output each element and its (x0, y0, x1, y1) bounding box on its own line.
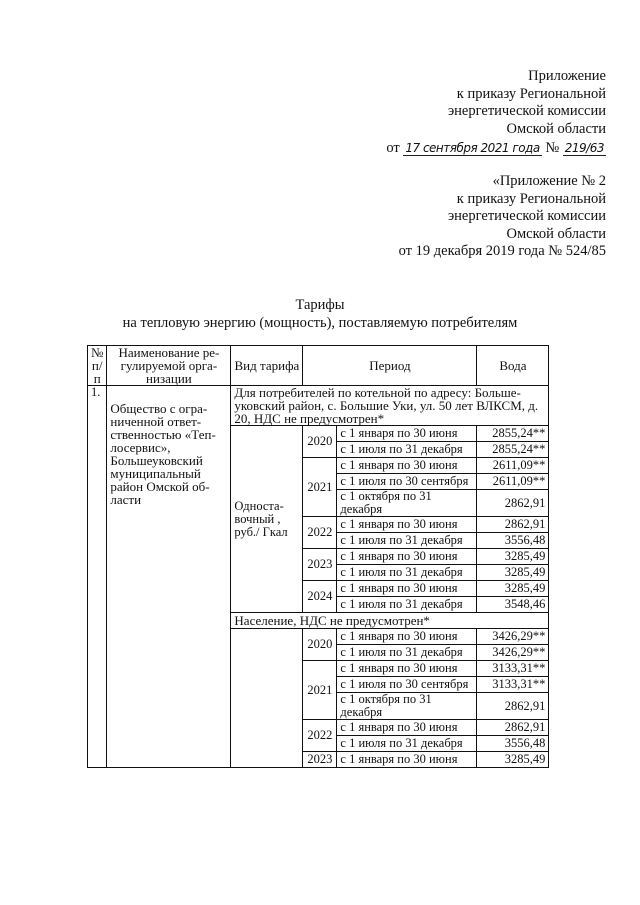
year-cell: 2023 (303, 752, 337, 768)
value-cell: 3285,49 (477, 549, 549, 565)
period-cell: с 1 января по 30 июня (337, 458, 477, 474)
section-population: Население, НДС не предусмотрен* (231, 613, 549, 629)
period-cell: с 1 октября по 31 декабря (337, 693, 477, 720)
period-cell: с 1 января по 30 июня (337, 720, 477, 736)
period-cell: с 1 октября по 31 декабря (337, 490, 477, 517)
tariff-table (87, 345, 549, 768)
period-cell: с 1 января по 30 июня (337, 517, 477, 533)
period-cell: с 1 июля по 31 декабря (337, 565, 477, 581)
header-org: Наименование ре-гулируемой орга-низации (107, 346, 231, 386)
value-cell: 2862,91 (477, 490, 549, 517)
tariff-type-empty (231, 629, 303, 768)
header-line: энергетической комиссии (447, 103, 606, 119)
value-cell: 2855,24** (477, 442, 549, 458)
year-cell: 2022 (303, 517, 337, 549)
header-water: Вода (477, 346, 549, 386)
year-cell: 2022 (303, 720, 337, 752)
header-type: Вид тарифа (231, 346, 303, 386)
header-line: к приказу Региональной (456, 85, 606, 102)
header-line: Омской области (506, 225, 606, 242)
year-cell: 2020 (303, 426, 337, 458)
period-cell: с 1 июля по 31 декабря (337, 597, 477, 613)
handwritten-date: 17 сентября 2021 года (405, 141, 540, 155)
value-cell: 3556,48 (477, 533, 549, 549)
period-cell: с 1 июля по 31 декабря (337, 533, 477, 549)
period-cell: с 1 июля по 30 сентября (337, 474, 477, 490)
header-period: Период (303, 346, 477, 386)
period-cell: с 1 июля по 31 декабря (337, 645, 477, 661)
table-header-row (88, 346, 549, 386)
document-title (0, 296, 640, 332)
header-num: № п/п (88, 346, 107, 386)
period-cell: с 1 июля по 30 сентября (337, 677, 477, 693)
header-line: к приказу Региональной (456, 190, 606, 207)
header-line: Приложение (528, 68, 606, 84)
value-cell: 2862,91 (477, 693, 549, 720)
header-line: энергетической комиссии (447, 208, 606, 224)
value-cell: 3556,48 (477, 736, 549, 752)
period-cell: с 1 июля по 31 декабря (337, 442, 477, 458)
value-cell: 2611,09** (477, 458, 549, 474)
period-cell: с 1 января по 30 июня (337, 426, 477, 442)
header-line: от 19 декабря 2019 года № 524/85 (398, 243, 606, 259)
period-cell: с 1 января по 30 июня (337, 661, 477, 677)
value-cell: 2855,24** (477, 426, 549, 442)
value-cell: 3133,31** (477, 661, 549, 677)
handwritten-number: 219/63 (564, 141, 604, 155)
row-number: 1. (88, 386, 107, 768)
period-cell: с 1 января по 30 июня (337, 752, 477, 768)
header-line: «Приложение № 2 (492, 173, 606, 189)
value-cell: 3285,49 (477, 581, 549, 597)
period-cell: с 1 января по 30 июня (337, 581, 477, 597)
value-cell: 2862,91 (477, 720, 549, 736)
year-cell: 2021 (303, 458, 337, 517)
period-cell: с 1 июля по 31 декабря (337, 736, 477, 752)
year-cell: 2020 (303, 629, 337, 661)
value-cell: 3285,49 (477, 752, 549, 768)
year-cell: 2024 (303, 581, 337, 613)
from-label: от (386, 140, 400, 156)
value-cell: 2611,09** (477, 474, 549, 490)
value-cell: 3133,31** (477, 677, 549, 693)
order-date-line (386, 140, 606, 158)
title-line: Тарифы (295, 297, 345, 313)
section-consumers: Для потребителей по котельной по адресу: Больше-уковский район, с. Большие Уки, ул. 50 лет ВЛКСМ, д. 20, НДС не предусмотрен* (231, 386, 549, 426)
subtitle-line: на тепловую энергию (мощность), поставляемую потребителям (122, 315, 518, 331)
value-cell: 3548,46 (477, 597, 549, 613)
period-cell: с 1 января по 30 июня (337, 629, 477, 645)
tariff-type: Односта-вочный , руб./ Гкал (231, 426, 303, 613)
year-cell: 2023 (303, 549, 337, 581)
value-cell: 3426,29** (477, 645, 549, 661)
period-cell: с 1 января по 30 июня (337, 549, 477, 565)
value-cell: 2862,91 (477, 517, 549, 533)
table-row (88, 386, 549, 426)
previous-appendix-header (399, 173, 606, 261)
value-cell: 3285,49 (477, 565, 549, 581)
header-line: Омской области (506, 120, 606, 137)
organization-name: Общество с огра-ниченной ответ-ственностью «Теп-лосервис», Большеуковский муниципальный район Омской об-ласти (107, 386, 231, 768)
number-label: № (545, 140, 560, 156)
year-cell: 2021 (303, 661, 337, 720)
value-cell: 3426,29** (477, 629, 549, 645)
order-appendix-header (386, 68, 606, 158)
